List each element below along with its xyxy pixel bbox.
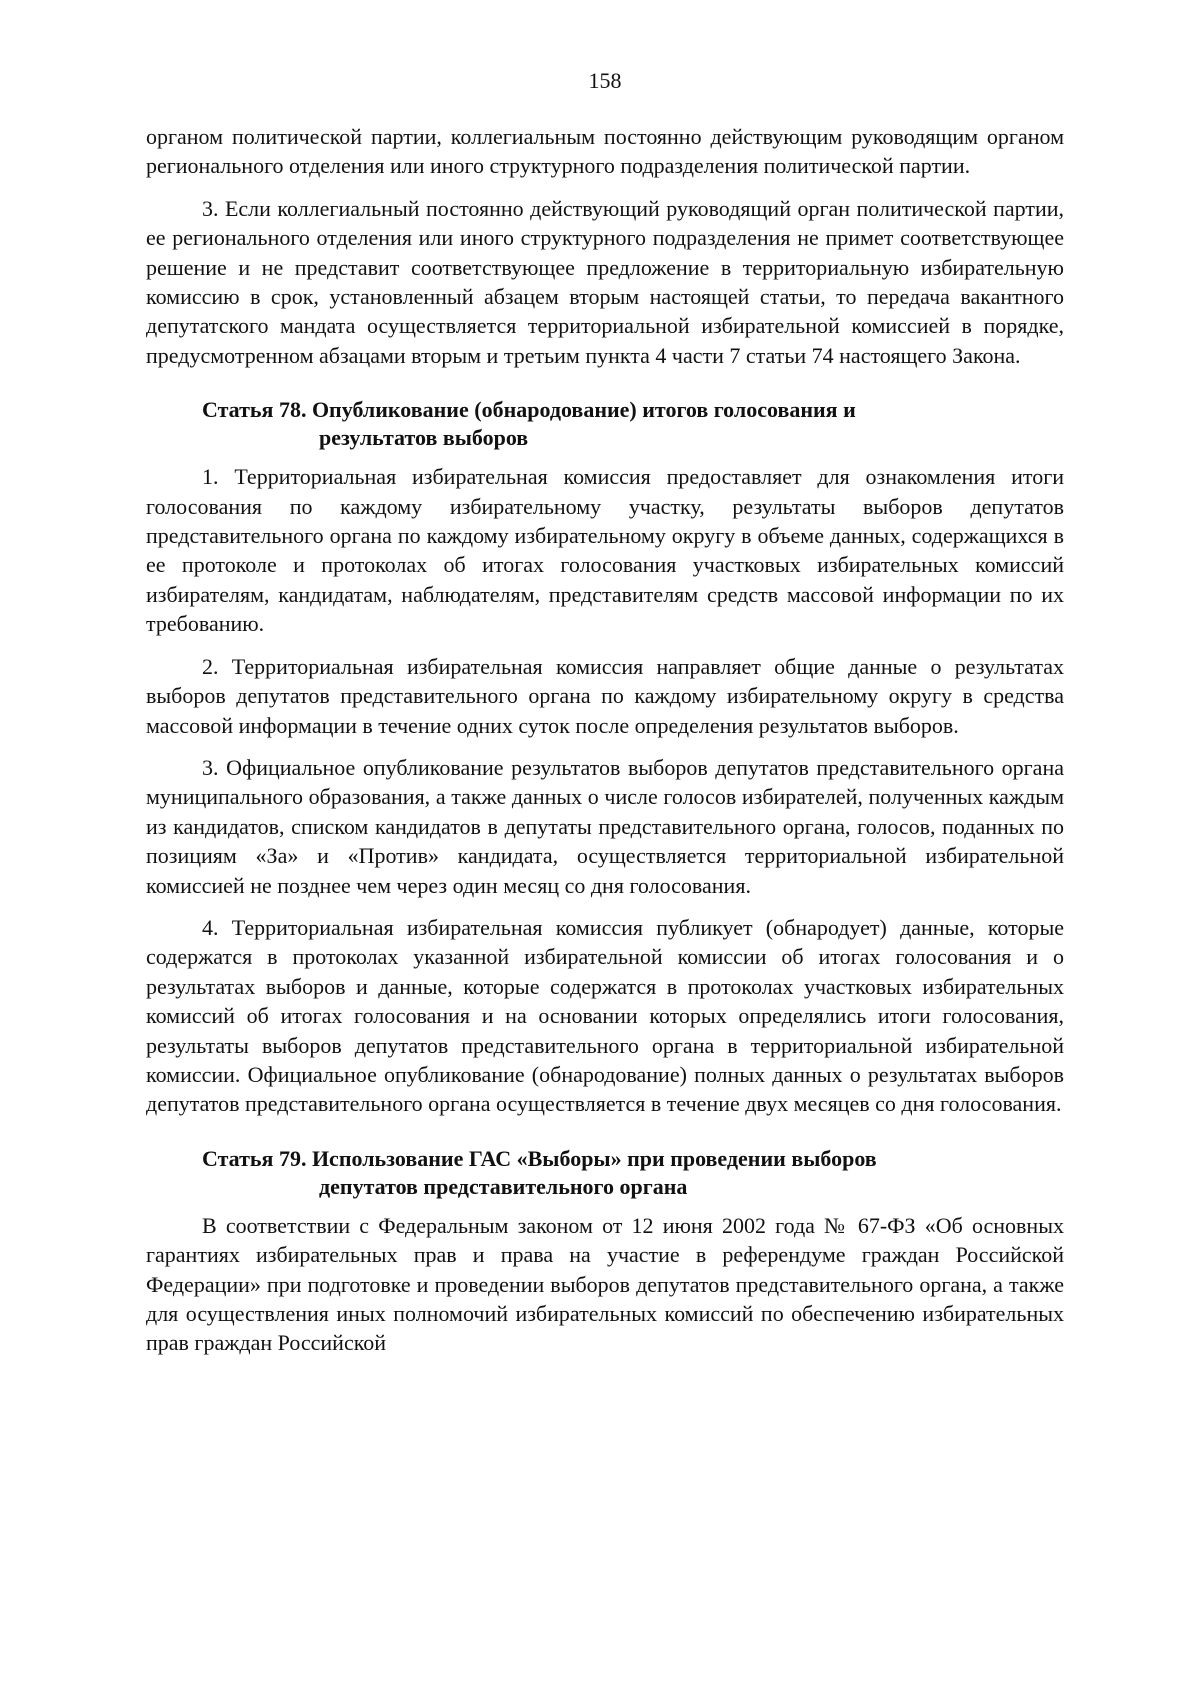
article-78-heading (202, 396, 1064, 452)
article-79-heading-line1: Статья 79. Использование ГАС «Выборы» при проведении выборов (202, 1145, 877, 1171)
article-79-heading (202, 1145, 1064, 1201)
article-78-paragraph-4: 4. Территориальная избирательная комиссия публикует (обнародует) данные, которые содержатся в протоколах указанной избирательной комиссии об итогах голосования и о результатах выборов и данные, которые содержатся в протоколах участковых избирательных комиссий об итогах голосования и на основании которых определялись итоги голосования, результаты выборов депутатов представительного органа в территориальной избирательной комиссии. Официальное опубликование (обнародование) полных данных о результатах выборов депутатов представительного органа осуществляется в течение двух месяцев со дня голосования. (146, 914, 1064, 1117)
article-79-paragraph-1: В соответствии с Федеральным законом от 12 июня 2002 года № 67-ФЗ «Об основных гарантиях избирательных прав и права на участие в референдуме граждан Российской Федерации» при подготовке и проведении выборов депутатов представительного органа, а также для осуществления иных полномочий избирательных комиссий по обеспечению избирательных прав граждан Российской (146, 1212, 1064, 1356)
article-78-heading-line2: результатов выборов (319, 425, 529, 451)
article-78-heading-line1: Статья 78. Опубликование (обнародование) итогов голосования и (202, 397, 856, 423)
document-page (146, 68, 1064, 1371)
paragraph-clause-3: 3. Если коллегиальный постоянно действующий руководящий орган политической партии, ее регионального отделения или иного структурного подразделения не примет соответствующее решение и не представит соответствующее предложение в территориальную избирательную комиссию в срок, установленный абзацем вторым настоящей статьи, то передача вакантного депутатского мандата осуществляется территориальной избирательной комиссией в порядке, предусмотренном абзацами вторым и третьим пункта 4 части 7 статьи 74 настоящего Закона. (146, 195, 1064, 368)
paragraph-continuation: органом политической партии, коллегиальным постоянно действующим руководящим органом регионального отделения или иного структурного подразделения политической партии. (146, 124, 1064, 179)
article-78-paragraph-1: 1. Территориальная избирательная комиссия предоставляет для ознакомления итоги голосования по каждому избирательному участку, результаты выборов депутатов представительного органа по каждому избирательному округу в объеме данных, содержащихся в ее протоколе и протоколах об итогах голосования участковых избирательных комиссий избирателям, кандидатам, наблюдателям, представителям средств массовой информации по их требованию. (146, 464, 1064, 637)
article-78-paragraph-3: 3. Официальное опубликование результатов выборов депутатов представительного органа муниципального образования, а также данных о числе голосов избирателей, полученных каждым из кандидатов, списком кандидатов в депутаты представительного органа, голосов, поданных по позициям «За» и «Против» кандидата, осуществляется территориальной избирательной комиссией не позднее чем через один месяц со дня голосования. (146, 754, 1064, 898)
article-78-paragraph-2: 2. Территориальная избирательная комиссия направляет общие данные о результатах выборов депутатов представительного органа по каждому избирательному округу в средства массовой информации в течение одних суток после определения результатов выборов. (146, 653, 1064, 738)
article-79-heading-line2: депутатов представительного органа (319, 1173, 688, 1199)
page-number: 158 (588, 68, 622, 93)
